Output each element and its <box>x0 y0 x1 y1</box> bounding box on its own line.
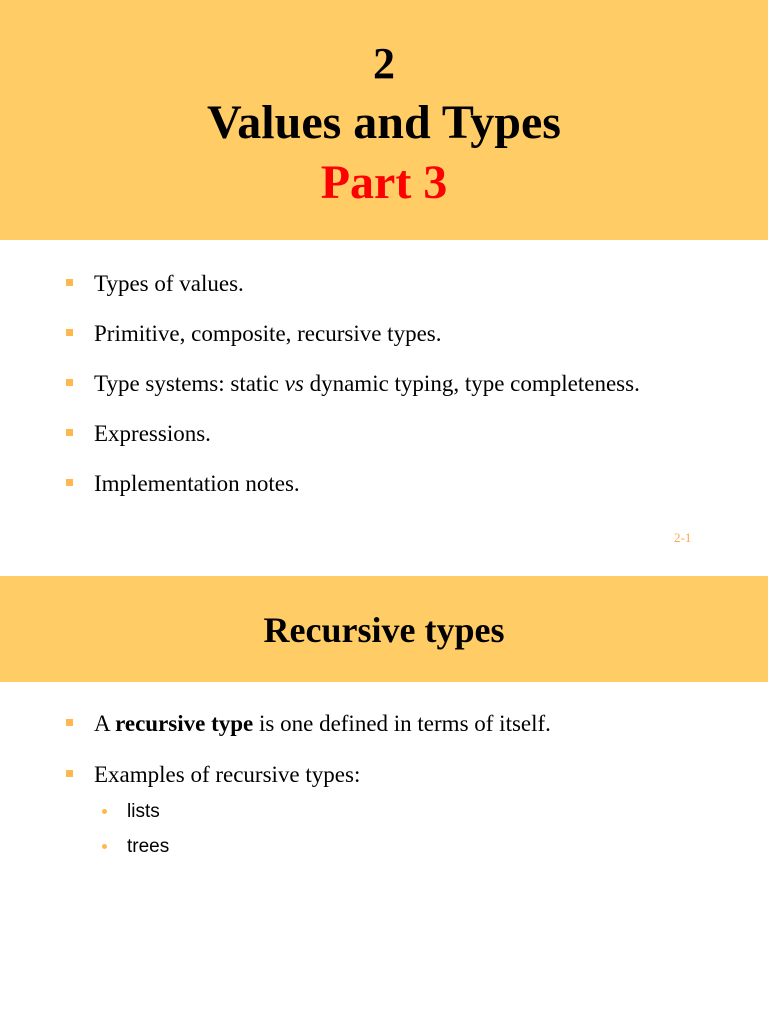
dot-bullet-icon <box>102 809 107 814</box>
square-bullet-icon <box>66 479 73 486</box>
bullet-text: Types of values. <box>94 271 244 296</box>
square-bullet-icon <box>66 770 73 777</box>
slide2-header <box>0 576 768 682</box>
square-bullet-icon <box>66 279 73 286</box>
bullet-text: Implementation notes. <box>94 471 300 496</box>
bullet-text: A recursive type is one defined in terms of itself. <box>94 711 551 736</box>
slide1-title: Values and Types <box>207 96 561 149</box>
page-number: 2-1 <box>674 530 692 545</box>
slide2-title: Recursive types <box>263 610 505 650</box>
square-bullet-icon <box>66 429 73 436</box>
square-bullet-icon <box>66 719 73 726</box>
bullet-text: Type systems: static vs dynamic typing, type completeness. <box>94 371 640 396</box>
italic-vs: vs <box>284 371 304 396</box>
chapter-number: 2 <box>373 39 395 88</box>
bullet-text: Primitive, composite, recursive types. <box>94 321 442 346</box>
square-bullet-icon <box>66 329 73 336</box>
bullet-text: Examples of recursive types: <box>94 762 361 787</box>
bold-term: recursive type <box>115 711 254 736</box>
square-bullet-icon <box>66 379 73 386</box>
slide1-part: Part 3 <box>320 156 448 209</box>
slide1-header <box>0 0 768 240</box>
sub-bullet-text: trees <box>127 836 170 857</box>
dot-bullet-icon <box>102 844 107 849</box>
bullet-text: Expressions. <box>94 421 211 446</box>
sub-bullet-text: lists <box>127 801 160 822</box>
